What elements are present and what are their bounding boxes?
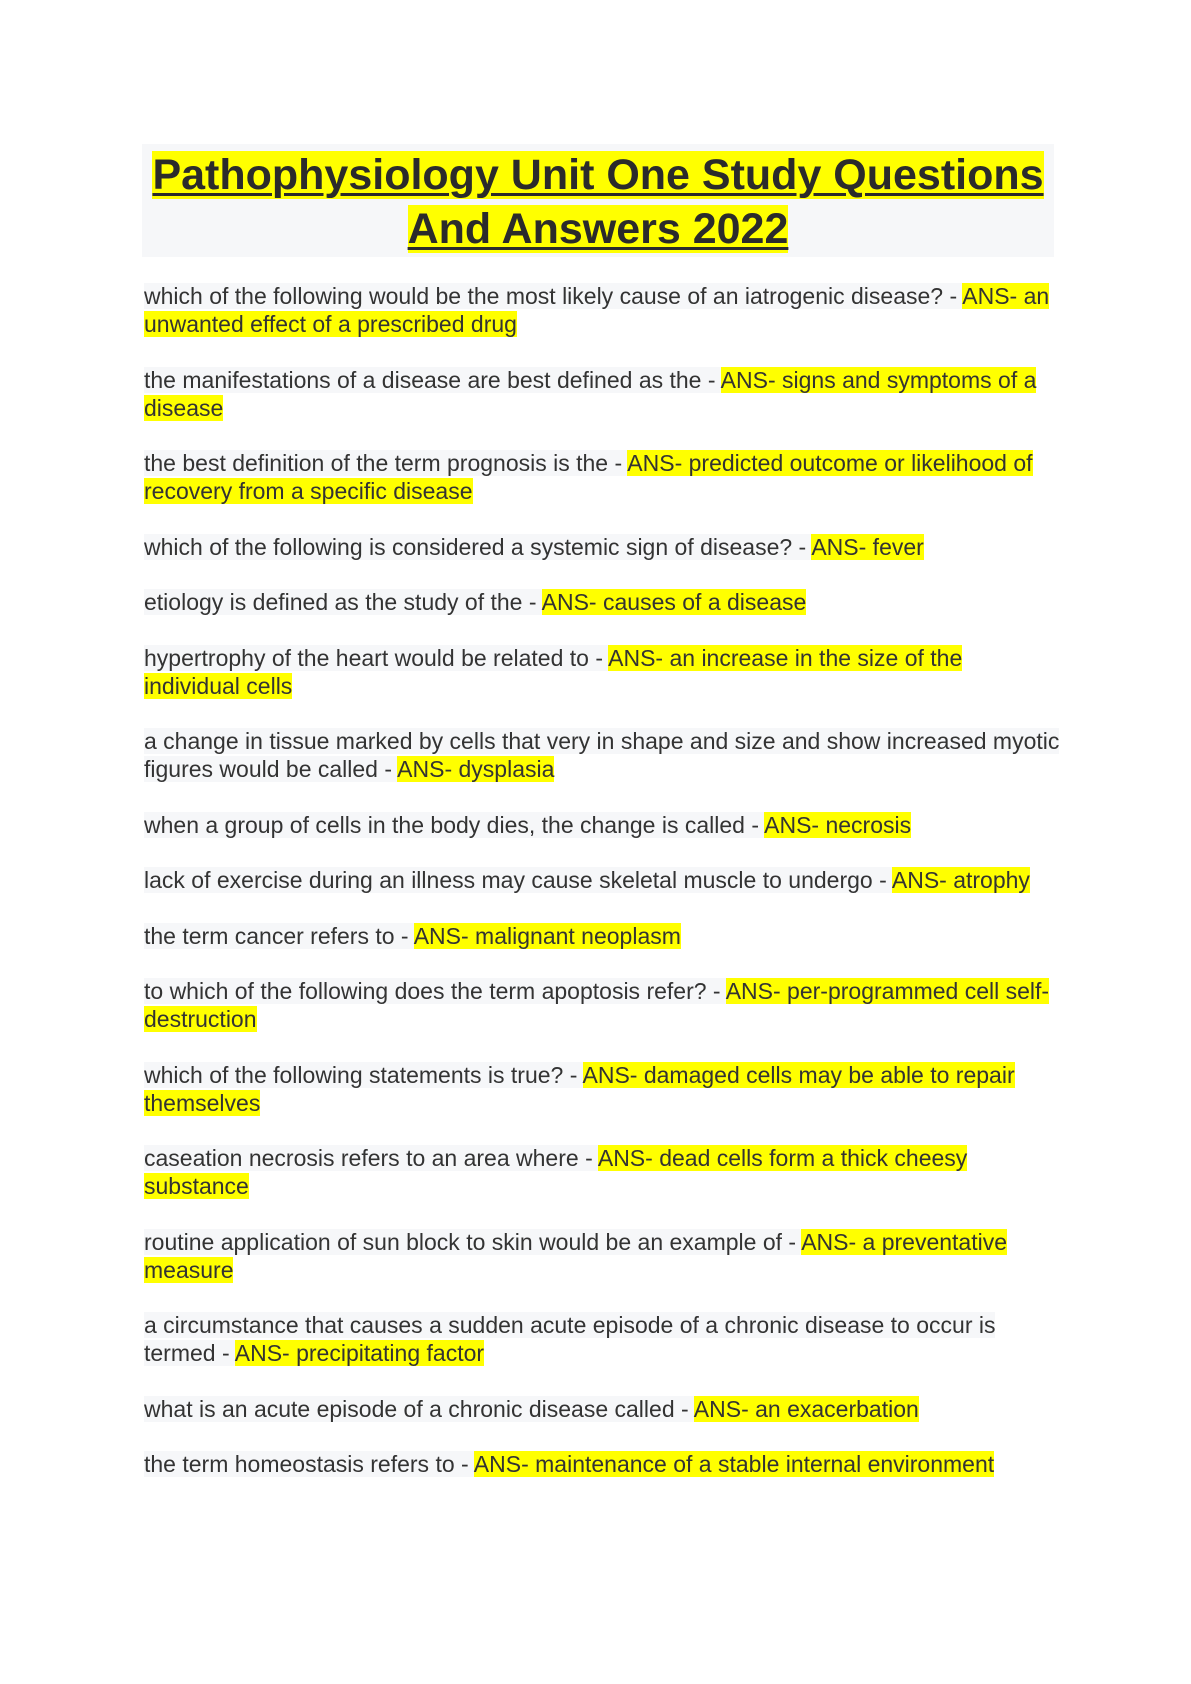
qa-list bbox=[144, 282, 1064, 1506]
qa-item: routine application of sun block to skin would be an example of - ANS- a preventative measure bbox=[144, 1228, 1008, 1283]
question-text: the term homeostasis refers to bbox=[144, 1451, 455, 1477]
question-text: hypertrophy of the heart would be related to bbox=[144, 644, 589, 671]
qa-item: a circumstance that causes a sudden acute episode of a chronic disease to occur is termed - ANS- precipitating factor bbox=[144, 1312, 996, 1366]
document-title bbox=[142, 148, 1054, 256]
question-text: caseation necrosis refers to an area where bbox=[144, 1145, 579, 1171]
qa-item: the term homeostasis refers to - ANS- maintenance of a stable internal environment bbox=[144, 1451, 995, 1477]
question-text: what is an acute episode of a chronic disease called bbox=[144, 1395, 675, 1422]
answer-text: ANS- per-programmed cell self-destruction bbox=[144, 978, 1050, 1032]
answer-text: ANS- dead cells form a thick cheesy substance bbox=[144, 1145, 968, 1199]
qa-item: the manifestations of a disease are best defined as the - ANS- signs and symptoms of a disease bbox=[144, 366, 1037, 421]
question-text: the manifestations of a disease are best defined as the bbox=[144, 366, 702, 393]
question-text: to which of the following does the term apoptosis refer? bbox=[144, 978, 707, 1004]
qa-item: caseation necrosis refers to an area where - ANS- dead cells form a thick cheesy substance bbox=[144, 1145, 968, 1199]
qa-item: hypertrophy of the heart would be related to - ANS- an increase in the size of the individual cells bbox=[144, 644, 963, 699]
qa-item: the best definition of the term prognosis is the - ANS- predicted outcome or likelihood of recovery from a specific disease bbox=[144, 450, 1033, 504]
answer-text: ANS- precipitating factor bbox=[234, 1340, 485, 1366]
question-text: which of the following would be the most likely cause of an iatrogenic disease? bbox=[144, 283, 944, 309]
question-text: when a group of cells in the body dies, the change is called bbox=[144, 811, 745, 838]
question-text: the best definition of the term prognosis is the bbox=[144, 450, 609, 476]
answer-text: ANS- fever bbox=[811, 533, 924, 560]
title-block bbox=[142, 144, 1054, 257]
question-text: the term cancer refers to bbox=[144, 922, 395, 949]
qa-item: when a group of cells in the body dies, the change is called - ANS- necrosis bbox=[144, 811, 912, 838]
qa-item: the term cancer refers to - ANS- malignant neoplasm bbox=[144, 922, 681, 949]
question-text: which of the following is considered a systemic sign of disease? bbox=[144, 533, 793, 560]
question-text: lack of exercise during an illness may cause skeletal muscle to undergo bbox=[144, 867, 873, 893]
qa-item: to which of the following does the term apoptosis refer? - ANS- per-programmed cell self-destruction bbox=[144, 978, 1050, 1032]
document-title-text: Pathophysiology Unit One Study Questions And Answers 2022 bbox=[152, 151, 1044, 253]
qa-item: lack of exercise during an illness may cause skeletal muscle to undergo - ANS- atrophy bbox=[144, 867, 1030, 893]
qa-item: which of the following would be the most likely cause of an iatrogenic disease? - ANS- an unwanted effect of a prescribed drug bbox=[144, 283, 1050, 337]
qa-item: etiology is defined as the study of the - ANS- causes of a disease bbox=[144, 589, 807, 615]
answer-text: ANS- an unwanted effect of a prescribed drug bbox=[144, 283, 1050, 337]
qa-item: a change in tissue marked by cells that very in shape and size and show increased myotic figures would be called - ANS- dysplasia bbox=[144, 728, 1060, 782]
question-text: which of the following statements is true? bbox=[144, 1061, 564, 1088]
answer-text: ANS- maintenance of a stable internal environment bbox=[473, 1451, 995, 1477]
qa-item: which of the following statements is true? - ANS- damaged cells may be able to repair themselves bbox=[144, 1061, 1015, 1116]
answer-text: ANS- an increase in the size of the individual cells bbox=[144, 644, 963, 699]
question-text: etiology is defined as the study of the bbox=[144, 589, 523, 615]
question-text: a change in tissue marked by cells that very in shape and size and show increased myotic figures would be called bbox=[144, 728, 1060, 782]
answer-text: ANS- damaged cells may be able to repair themselves bbox=[144, 1061, 1015, 1116]
answer-text: ANS- signs and symptoms of a disease bbox=[144, 366, 1037, 421]
answer-text: ANS- dysplasia bbox=[397, 756, 555, 782]
answer-text: ANS- predicted outcome or likelihood of recovery from a specific disease bbox=[144, 450, 1033, 504]
qa-item: which of the following is considered a systemic sign of disease? - ANS- fever bbox=[144, 533, 924, 560]
qa-item: what is an acute episode of a chronic disease called - ANS- an exacerbation bbox=[144, 1395, 919, 1422]
answer-text: ANS- an exacerbation bbox=[693, 1395, 919, 1422]
question-text: routine application of sun block to skin would be an example of bbox=[144, 1228, 783, 1255]
question-text: a circumstance that causes a sudden acute episode of a chronic disease to occur is termed bbox=[144, 1312, 996, 1366]
answer-text: ANS- atrophy bbox=[891, 867, 1030, 893]
answer-text: ANS- malignant neoplasm bbox=[413, 922, 681, 949]
answer-text: ANS- a preventative measure bbox=[144, 1228, 1008, 1283]
answer-text: ANS- causes of a disease bbox=[541, 589, 807, 615]
answer-text: ANS- necrosis bbox=[764, 811, 912, 838]
